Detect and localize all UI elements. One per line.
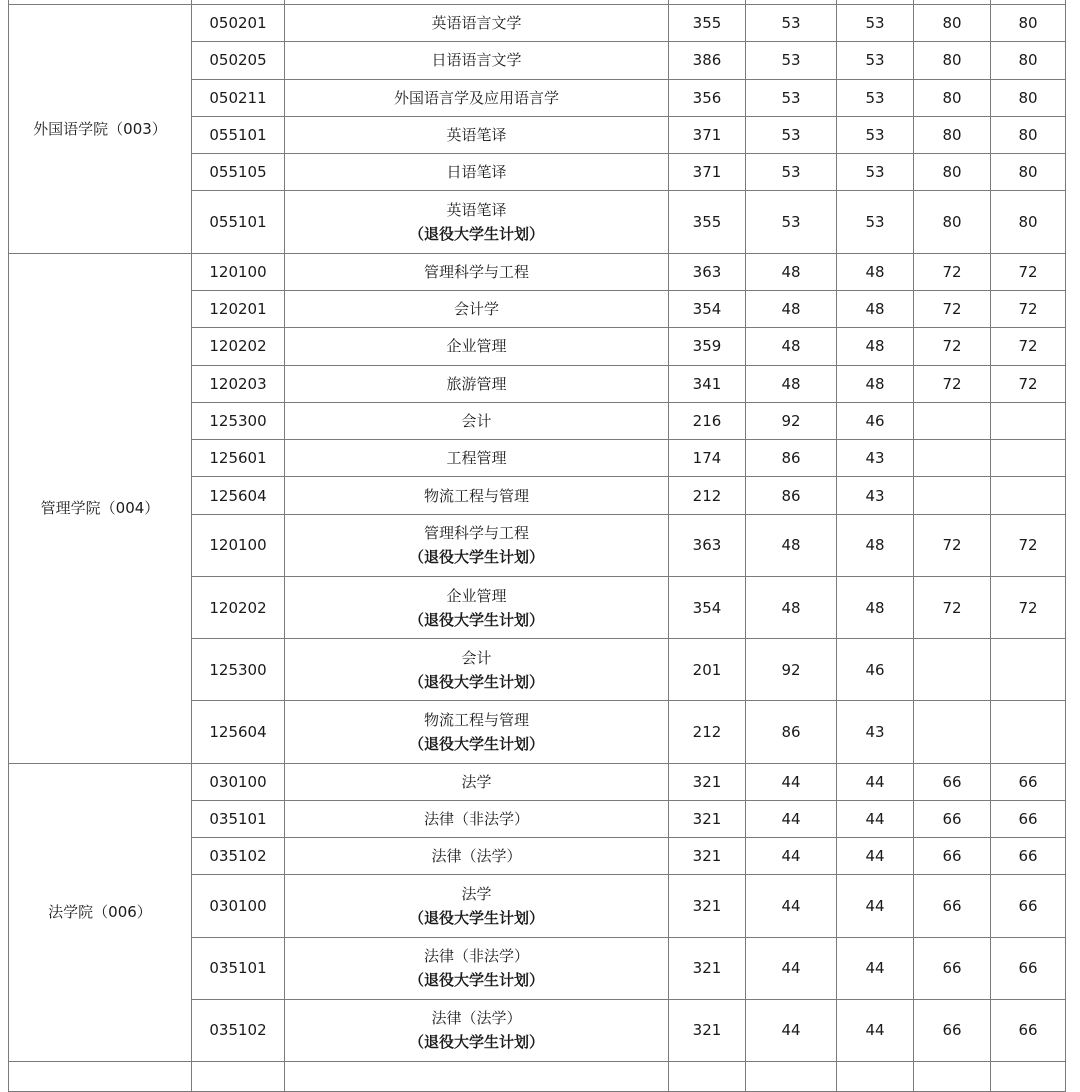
major-cell	[285, 639, 669, 701]
major-name: 会计学	[453, 300, 499, 319]
subject2-score-cell: 46	[837, 639, 914, 701]
subject1-score-cell: 53	[746, 42, 837, 79]
cell-empty	[991, 1061, 1066, 1091]
total-score-cell: 386	[669, 42, 746, 79]
subject4-score-cell: 80	[991, 116, 1066, 153]
subject1-score-cell: 48	[746, 576, 837, 638]
subject1-score-cell: 44	[746, 763, 837, 800]
subject4-score-cell: 72	[991, 576, 1066, 638]
total-score-cell: 212	[669, 701, 746, 763]
subject2-score-cell: 43	[837, 477, 914, 514]
subject2-score-cell: 44	[837, 875, 914, 937]
total-score-cell: 371	[669, 116, 746, 153]
subject1-score-cell: 48	[746, 365, 837, 402]
code-cell: 050201	[192, 5, 285, 42]
subject4-score-cell: 72	[991, 328, 1066, 365]
subject3-score-cell: 66	[914, 999, 991, 1061]
major-name: 物流工程与管理	[423, 486, 529, 505]
plan-label: （退役大学生计划）	[408, 225, 544, 244]
subject4-score-cell: 66	[991, 838, 1066, 875]
subject2-score-cell: 44	[837, 763, 914, 800]
major-name: 英语语言文学	[431, 14, 522, 33]
subject4-score-cell	[991, 440, 1066, 477]
major-cell	[285, 402, 669, 439]
subject4-score-cell	[991, 477, 1066, 514]
total-score-cell: 321	[669, 999, 746, 1061]
subject2-score-cell: 43	[837, 701, 914, 763]
subject3-score-cell: 80	[914, 42, 991, 79]
subject3-score-cell: 72	[914, 290, 991, 327]
total-score-cell: 321	[669, 875, 746, 937]
code-cell: 120100	[192, 514, 285, 576]
cell-empty	[9, 1061, 192, 1091]
subject3-score-cell	[914, 402, 991, 439]
subject1-score-cell: 48	[746, 253, 837, 290]
major-cell	[285, 154, 669, 191]
major-name: 英语笔译	[446, 126, 507, 145]
code-cell: 120202	[192, 576, 285, 638]
code-cell: 035102	[192, 999, 285, 1061]
subject2-score-cell: 46	[837, 402, 914, 439]
code-cell: 055101	[192, 116, 285, 153]
subject1-score-cell: 53	[746, 5, 837, 42]
major-cell	[285, 5, 669, 42]
code-cell: 120100	[192, 253, 285, 290]
total-score-cell: 321	[669, 800, 746, 837]
cell-empty	[669, 1061, 746, 1091]
code-cell: 035101	[192, 800, 285, 837]
major-cell	[285, 838, 669, 875]
subject2-score-cell: 44	[837, 999, 914, 1061]
code-cell: 035101	[192, 937, 285, 999]
score-table	[8, 0, 1066, 1092]
major-cell	[285, 328, 669, 365]
total-score-cell: 321	[669, 763, 746, 800]
total-score-cell: 216	[669, 402, 746, 439]
major-name: 外国语言学及应用语言学	[393, 88, 559, 107]
subject1-score-cell: 86	[746, 477, 837, 514]
subject4-score-cell: 80	[991, 154, 1066, 191]
subject1-score-cell: 53	[746, 191, 837, 253]
total-score-cell: 363	[669, 253, 746, 290]
major-name: 法律（非法学）	[423, 809, 529, 828]
subject2-score-cell: 48	[837, 576, 914, 638]
subject2-score-cell: 44	[837, 838, 914, 875]
subject4-score-cell: 80	[991, 79, 1066, 116]
subject3-score-cell: 80	[914, 5, 991, 42]
subject1-score-cell: 48	[746, 290, 837, 327]
subject2-score-cell: 48	[837, 290, 914, 327]
total-score-cell: 359	[669, 328, 746, 365]
major-name: 旅游管理	[446, 374, 507, 393]
total-score-cell: 321	[669, 838, 746, 875]
major-cell	[285, 440, 669, 477]
total-score-cell: 356	[669, 79, 746, 116]
subject4-score-cell: 66	[991, 999, 1066, 1061]
subject3-score-cell	[914, 477, 991, 514]
total-score-cell: 321	[669, 937, 746, 999]
code-cell: 120203	[192, 365, 285, 402]
code-cell: 030100	[192, 763, 285, 800]
subject1-score-cell: 86	[746, 701, 837, 763]
subject2-score-cell: 44	[837, 937, 914, 999]
college-cell: 法学院（006）	[9, 763, 192, 1061]
table-row-bottom-cut	[9, 1061, 1066, 1091]
major-name: 法学	[461, 772, 492, 791]
total-score-cell: 174	[669, 440, 746, 477]
total-score-cell: 371	[669, 154, 746, 191]
subject4-score-cell: 66	[991, 800, 1066, 837]
code-cell: 050211	[192, 79, 285, 116]
subject3-score-cell: 66	[914, 937, 991, 999]
code-cell: 125601	[192, 440, 285, 477]
code-cell: 055105	[192, 154, 285, 191]
major-cell	[285, 999, 669, 1061]
subject1-score-cell: 44	[746, 937, 837, 999]
major-cell	[285, 290, 669, 327]
code-cell: 055101	[192, 191, 285, 253]
subject4-score-cell: 72	[991, 514, 1066, 576]
subject3-score-cell: 66	[914, 838, 991, 875]
cell-empty	[914, 1061, 991, 1091]
subject1-score-cell: 48	[746, 514, 837, 576]
cell-empty	[837, 1061, 914, 1091]
table-body	[9, 0, 1066, 1091]
major-cell	[285, 701, 669, 763]
code-cell: 125604	[192, 477, 285, 514]
major-name: 法律（法学）	[431, 1009, 522, 1028]
major-cell	[285, 514, 669, 576]
plan-label: （退役大学生计划）	[408, 548, 544, 567]
major-name: 会计	[461, 412, 492, 430]
major-cell	[285, 253, 669, 290]
plan-label: （退役大学生计划）	[408, 1033, 544, 1052]
subject4-score-cell: 66	[991, 937, 1066, 999]
major-name: 管理科学与工程	[423, 262, 529, 281]
subject3-score-cell: 80	[914, 116, 991, 153]
major-name: 法学	[461, 884, 492, 903]
cell-empty	[746, 1061, 837, 1091]
subject1-score-cell: 44	[746, 838, 837, 875]
total-score-cell: 212	[669, 477, 746, 514]
subject2-score-cell: 48	[837, 514, 914, 576]
code-cell: 125300	[192, 402, 285, 439]
subject2-score-cell: 43	[837, 440, 914, 477]
subject3-score-cell	[914, 701, 991, 763]
major-name: 工程管理	[446, 449, 507, 468]
subject4-score-cell: 80	[991, 191, 1066, 253]
subject1-score-cell: 92	[746, 402, 837, 439]
major-name: 日语语言文学	[431, 51, 522, 70]
subject1-score-cell: 92	[746, 639, 837, 701]
subject3-score-cell	[914, 639, 991, 701]
major-name: 法律（非法学）	[423, 947, 529, 966]
subject1-score-cell: 86	[746, 440, 837, 477]
subject2-score-cell: 53	[837, 154, 914, 191]
subject1-score-cell: 44	[746, 875, 837, 937]
major-cell	[285, 800, 669, 837]
code-cell: 035102	[192, 838, 285, 875]
total-score-cell: 201	[669, 639, 746, 701]
code-cell: 125300	[192, 639, 285, 701]
subject4-score-cell: 72	[991, 290, 1066, 327]
subject1-score-cell: 53	[746, 79, 837, 116]
subject3-score-cell: 80	[914, 154, 991, 191]
plan-label: （退役大学生计划）	[408, 672, 544, 691]
plan-label: （退役大学生计划）	[408, 971, 544, 990]
subject2-score-cell: 48	[837, 365, 914, 402]
major-cell	[285, 116, 669, 153]
major-cell	[285, 191, 669, 253]
major-name: 英语笔译	[446, 201, 507, 220]
total-score-cell: 355	[669, 5, 746, 42]
plan-label: （退役大学生计划）	[408, 610, 544, 629]
subject4-score-cell	[991, 639, 1066, 701]
code-cell: 120202	[192, 328, 285, 365]
subject1-score-cell: 48	[746, 328, 837, 365]
code-cell: 125604	[192, 701, 285, 763]
major-cell	[285, 576, 669, 638]
subject3-score-cell: 66	[914, 875, 991, 937]
major-name: 会计	[461, 648, 492, 667]
subject3-score-cell: 72	[914, 328, 991, 365]
major-name: 企业管理	[446, 337, 507, 356]
subject3-score-cell: 72	[914, 514, 991, 576]
total-score-cell: 354	[669, 290, 746, 327]
subject2-score-cell: 48	[837, 328, 914, 365]
subject2-score-cell: 44	[837, 800, 914, 837]
total-score-cell: 355	[669, 191, 746, 253]
subject3-score-cell: 72	[914, 253, 991, 290]
code-cell: 030100	[192, 875, 285, 937]
subject1-score-cell: 53	[746, 154, 837, 191]
subject2-score-cell: 53	[837, 191, 914, 253]
major-cell	[285, 763, 669, 800]
subject4-score-cell: 66	[991, 875, 1066, 937]
cell-empty	[285, 1061, 669, 1091]
major-name: 管理科学与工程	[423, 524, 529, 543]
table-row	[9, 763, 1066, 800]
subject2-score-cell: 48	[837, 253, 914, 290]
table-row	[9, 5, 1066, 42]
subject4-score-cell: 72	[991, 365, 1066, 402]
major-cell	[285, 42, 669, 79]
cell-empty	[192, 1061, 285, 1091]
subject3-score-cell: 80	[914, 79, 991, 116]
subject3-score-cell: 72	[914, 365, 991, 402]
subject3-score-cell	[914, 440, 991, 477]
major-cell	[285, 875, 669, 937]
major-cell	[285, 937, 669, 999]
subject3-score-cell: 66	[914, 800, 991, 837]
subject2-score-cell: 53	[837, 116, 914, 153]
major-name: 日语笔译	[446, 163, 507, 182]
subject1-score-cell: 44	[746, 999, 837, 1061]
subject4-score-cell: 80	[991, 5, 1066, 42]
total-score-cell: 363	[669, 514, 746, 576]
subject2-score-cell: 53	[837, 5, 914, 42]
college-cell: 外国语学院（003）	[9, 5, 192, 254]
subject4-score-cell: 80	[991, 42, 1066, 79]
subject2-score-cell: 53	[837, 42, 914, 79]
subject2-score-cell: 53	[837, 79, 914, 116]
major-cell	[285, 365, 669, 402]
major-name: 物流工程与管理	[423, 710, 529, 729]
plan-label: （退役大学生计划）	[408, 734, 544, 753]
major-name: 企业管理	[446, 586, 507, 605]
subject3-score-cell: 66	[914, 763, 991, 800]
subject1-score-cell: 44	[746, 800, 837, 837]
subject4-score-cell: 66	[991, 763, 1066, 800]
plan-label: （退役大学生计划）	[408, 908, 544, 927]
table-row	[9, 253, 1066, 290]
subject4-score-cell	[991, 402, 1066, 439]
total-score-cell: 341	[669, 365, 746, 402]
college-cell: 管理学院（004）	[9, 253, 192, 763]
subject4-score-cell: 72	[991, 253, 1066, 290]
major-cell	[285, 79, 669, 116]
major-name: 法律（法学）	[431, 847, 522, 866]
total-score-cell: 354	[669, 576, 746, 638]
major-cell	[285, 477, 669, 514]
subject3-score-cell: 72	[914, 576, 991, 638]
code-cell: 120201	[192, 290, 285, 327]
subject3-score-cell: 80	[914, 191, 991, 253]
subject4-score-cell	[991, 701, 1066, 763]
subject1-score-cell: 53	[746, 116, 837, 153]
code-cell: 050205	[192, 42, 285, 79]
